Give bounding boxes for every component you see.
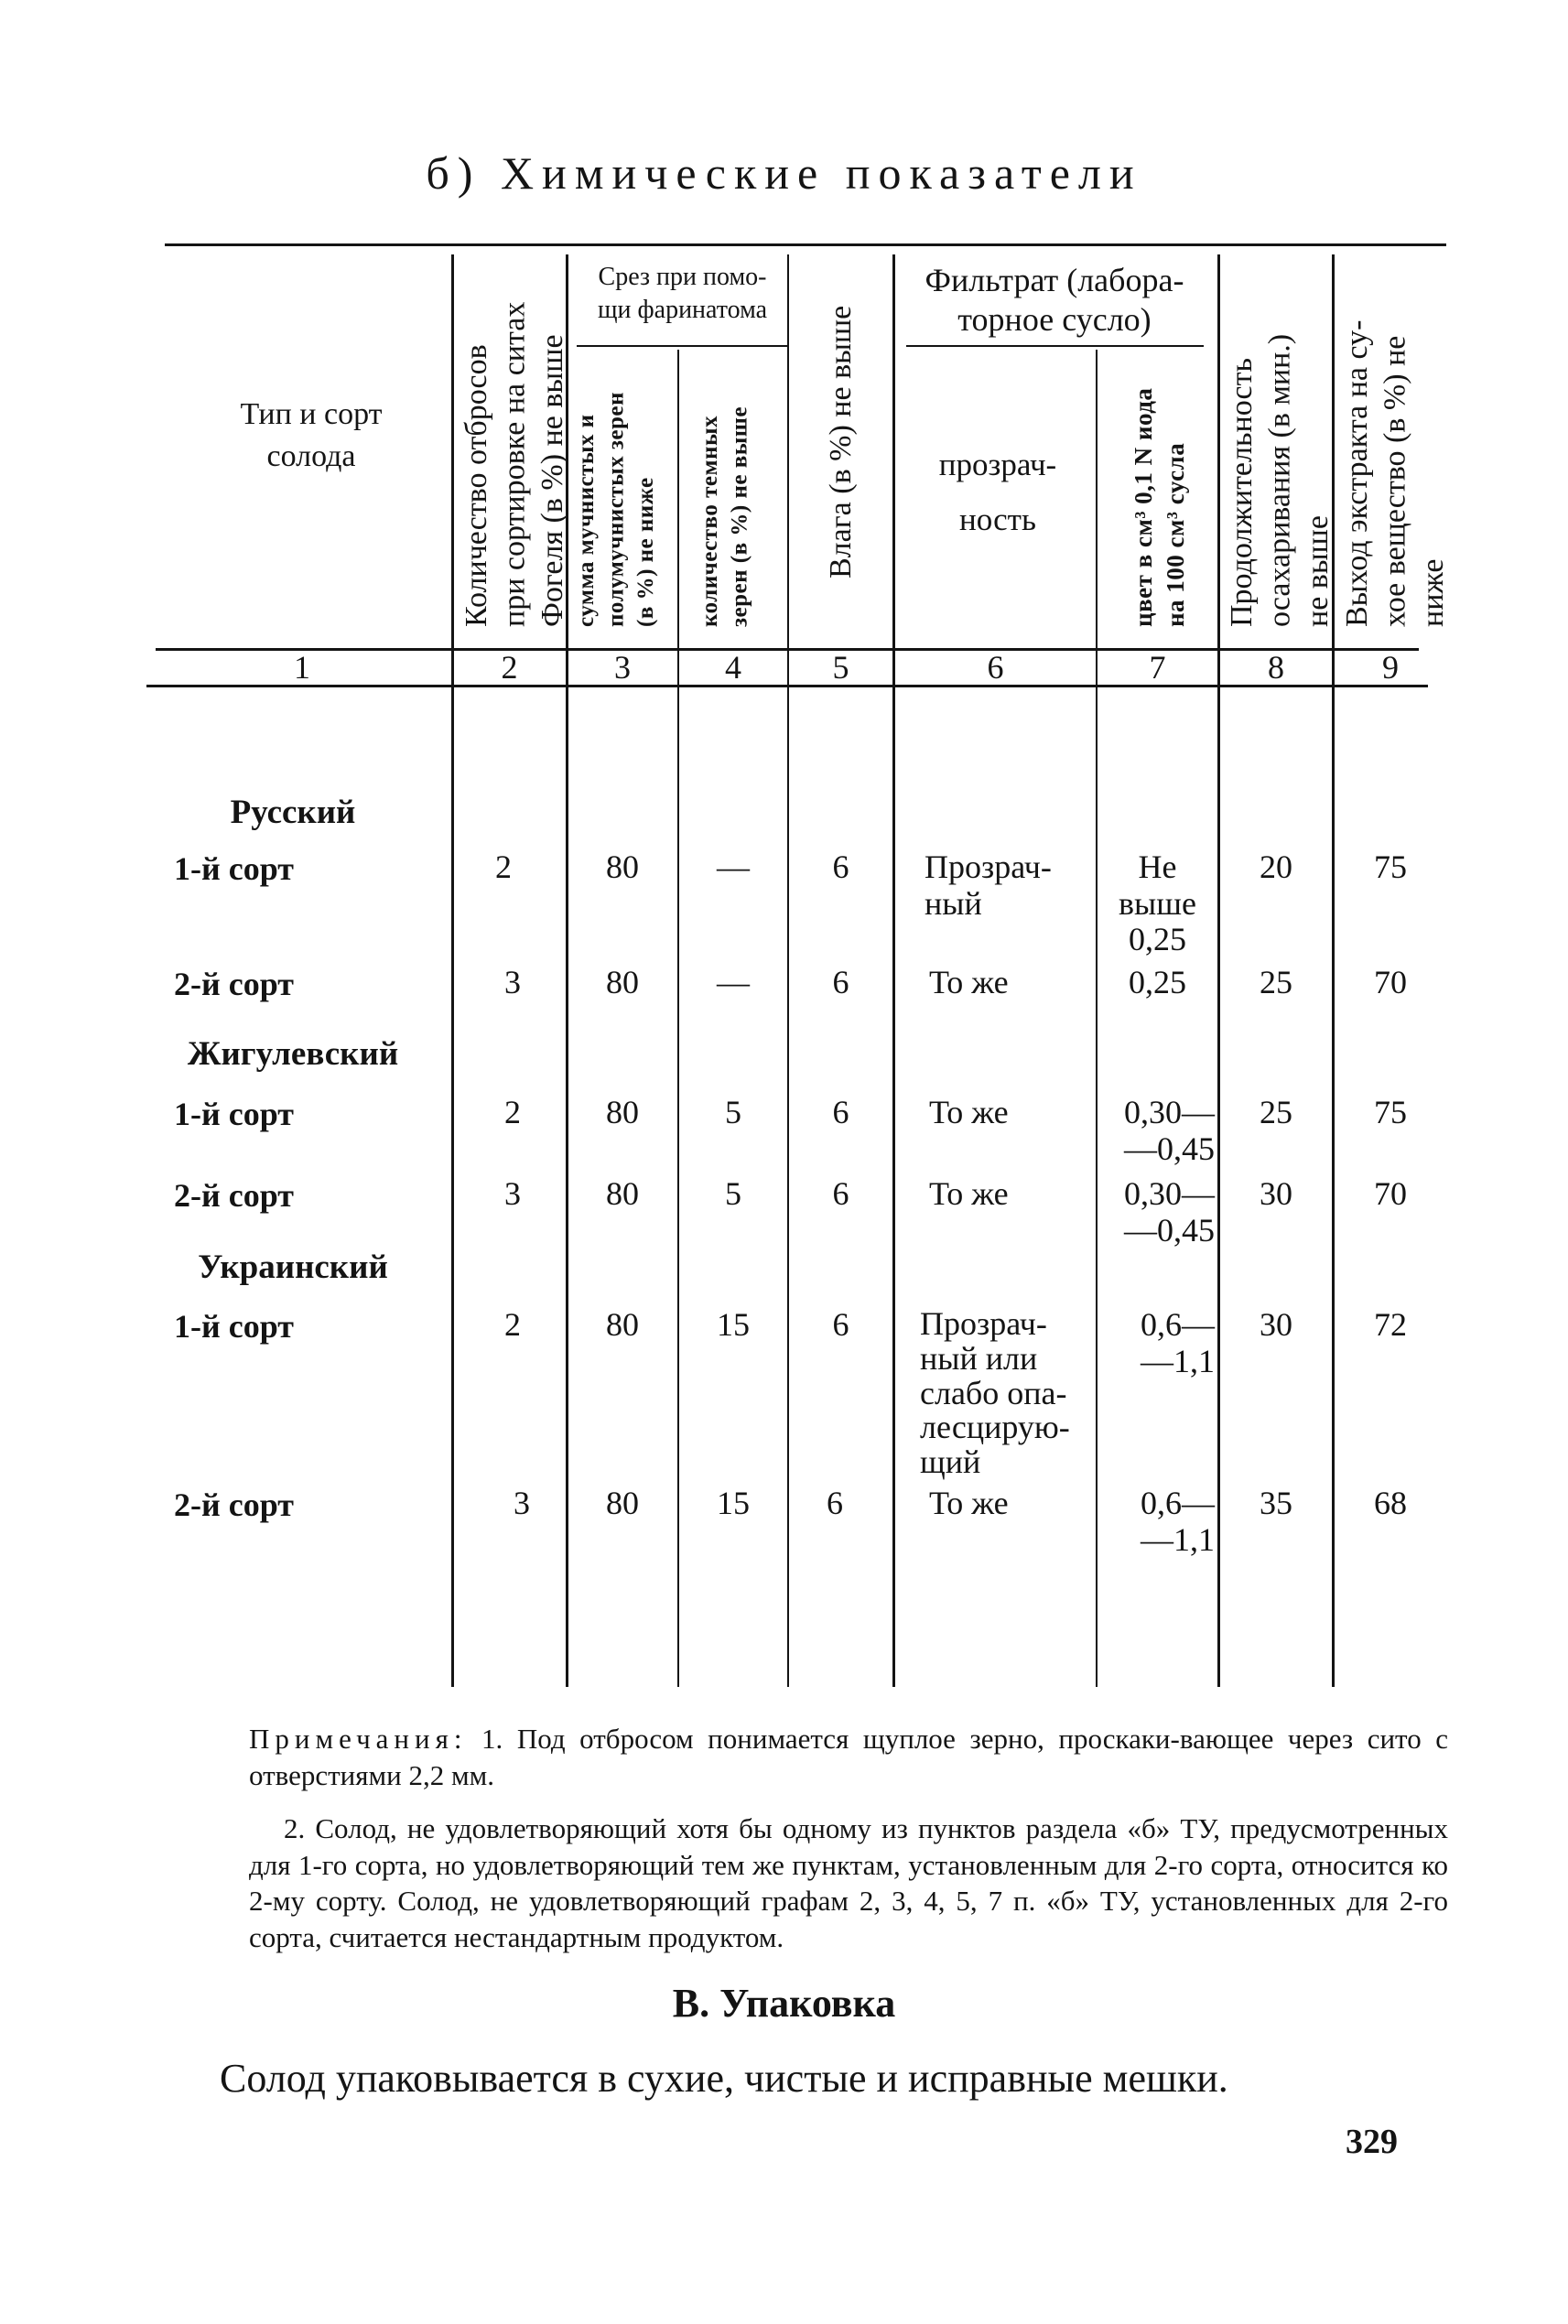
malt-type-group: Жигулевский	[187, 1035, 399, 1073]
column-number: 2	[501, 649, 518, 686]
packaging-section-text: Солод упаковывается в сухие, чистые и исправные мешки.	[220, 2056, 1228, 2101]
cell-dark: 15	[717, 1485, 750, 1521]
cell-saccharification: 30	[1260, 1306, 1292, 1343]
cell-waste: 2	[504, 1094, 521, 1130]
column-number: 3	[614, 649, 631, 686]
column-number: 5	[832, 649, 849, 686]
cell-moisture: 6	[832, 964, 849, 1000]
cell-waste: 2	[495, 849, 512, 885]
packaging-section-title: В. Упаковка	[672, 1981, 896, 2026]
notes-paragraph-2	[249, 1811, 1448, 1956]
section-title: б) Химические показатели	[426, 147, 1142, 199]
column-number: 6	[987, 649, 1004, 686]
cell-iodine-color: 0,6— —1,1	[1141, 1306, 1215, 1379]
header-type-and-grade: Тип и сорт солода	[240, 397, 383, 473]
cell-extract-yield: 68	[1374, 1485, 1407, 1521]
cell-dark: 5	[725, 1094, 741, 1130]
column-number: 7	[1149, 649, 1166, 686]
cell-extract-yield: 70	[1374, 964, 1407, 1000]
cell-iodine-color: 0,25	[1129, 964, 1186, 1000]
page-number: 329	[1346, 2123, 1398, 2161]
grade-label: 1-й сорт	[174, 1308, 294, 1345]
cell-iodine-color: Не выше 0,25	[1119, 849, 1196, 958]
column-number: 4	[725, 649, 741, 686]
cell-moisture: 6	[832, 1306, 849, 1343]
cell-waste: 3	[504, 964, 521, 1000]
cell-dark: —	[717, 964, 750, 1000]
cell-iodine-color: 0,30— —0,45	[1124, 1175, 1215, 1248]
cell-saccharification: 25	[1260, 1094, 1292, 1130]
grade-label: 2-й сорт	[174, 966, 294, 1002]
cell-moisture: 6	[832, 1094, 849, 1130]
header-transparency: прозрач- ность	[938, 447, 1057, 537]
header-dark-grains: количество темных зерен (в %) не выше	[697, 406, 752, 627]
header-filtrate-group: Фильтрат (лабора- торное сусло)	[925, 262, 1184, 339]
cell-dark: —	[717, 849, 750, 885]
note-2-text: 2. Солод, не удовлетворяющий хотя бы одному из пунктов раздела «б» ТУ, предусмотренных для 1-го сорта, но удовлетворяющий тем же пунктам, установленным для 2-го сорта, относится ко 2-му сорту. Солод, не удовлетворяющий графам 2, 3, 4, 5, 7 п. «б» ТУ, установленных для 2-го сорта, считается нестандартным продуктом.	[249, 1812, 1448, 1954]
cell-waste: 3	[504, 1175, 521, 1212]
cell-moisture: 6	[832, 849, 849, 885]
cell-saccharification: 20	[1260, 849, 1292, 885]
cell-extract-yield: 75	[1374, 849, 1407, 885]
cell-saccharification: 30	[1260, 1175, 1292, 1212]
cell-saccharification: 25	[1260, 964, 1292, 1000]
header-mealy-grains: сумма мучнистых и полумучнистых зерен (в %) не ниже	[574, 392, 658, 627]
cell-iodine-color: 0,6— —1,1	[1141, 1485, 1215, 1558]
cell-moisture: 6	[832, 1175, 849, 1212]
cell-transparency: То же	[929, 1094, 1009, 1130]
grade-label: 2-й сорт	[174, 1486, 294, 1523]
header-saccharification-time: Продолжительность осахаривания (в мин.) не выше	[1225, 333, 1335, 627]
column-number: 1	[294, 649, 310, 686]
note-1-text: 1. Под отбросом понимается щуплое зерно, проскаки-вающее через сито с отверстиями 2,2 мм.	[249, 1723, 1449, 1791]
cell-extract-yield: 72	[1374, 1306, 1407, 1343]
notes-label: Примечания:	[249, 1723, 468, 1755]
column-number: 9	[1382, 649, 1399, 686]
col-divider-5	[892, 254, 895, 1687]
malt-type-group: Русский	[230, 794, 356, 831]
srez-group-rule	[577, 345, 787, 347]
cell-iodine-color: 0,30— —0,45	[1124, 1094, 1215, 1167]
cell-transparency: То же	[929, 1175, 1009, 1212]
cell-dark: 5	[725, 1175, 741, 1212]
cell-waste: 2	[504, 1306, 521, 1343]
cell-transparency: То же	[929, 964, 1009, 1000]
cell-waste: 3	[514, 1485, 530, 1521]
table-top-rule	[165, 243, 1446, 246]
cell-mealy: 80	[606, 1306, 639, 1343]
notes-paragraph-1	[249, 1721, 1448, 1793]
filtrate-group-rule	[906, 345, 1204, 347]
cell-extract-yield: 70	[1374, 1175, 1407, 1212]
header-extract-yield: Выход экстракта на су- хое вещество (в %) не ниже	[1340, 319, 1450, 627]
col-divider-1	[451, 254, 454, 1687]
cell-mealy: 80	[606, 1485, 639, 1521]
cell-mealy: 80	[606, 849, 639, 885]
cell-transparency: Прозрач- ный или слабо опа- лесцирую- щий	[920, 1305, 1070, 1481]
malt-type-group: Украинский	[198, 1248, 388, 1286]
cell-mealy: 80	[606, 1175, 639, 1212]
header-sorting-waste: Количество отбросов при сортировке на ситах Фогеля (в %) не выше	[460, 301, 569, 627]
grade-label: 1-й сорт	[174, 1096, 294, 1132]
header-iodine-color: цвет в см³ 0,1 N иода на 100 см³ сусла	[1130, 387, 1190, 627]
cell-moisture: 6	[827, 1485, 843, 1521]
cell-saccharification: 35	[1260, 1485, 1292, 1521]
cell-mealy: 80	[606, 1094, 639, 1130]
grade-label: 1-й сорт	[174, 850, 294, 887]
cell-transparency: То же	[929, 1485, 1009, 1521]
cell-mealy: 80	[606, 964, 639, 1000]
cell-extract-yield: 75	[1374, 1094, 1407, 1130]
header-farinatome-cut-group: Срез при помо- щи фаринатома	[597, 263, 768, 325]
grade-label: 2-й сорт	[174, 1177, 294, 1214]
cell-transparency: Прозрач- ный	[925, 849, 1052, 922]
column-number: 8	[1268, 649, 1284, 686]
cell-dark: 15	[717, 1306, 750, 1343]
header-moisture: Влага (в %) не выше	[824, 305, 858, 578]
